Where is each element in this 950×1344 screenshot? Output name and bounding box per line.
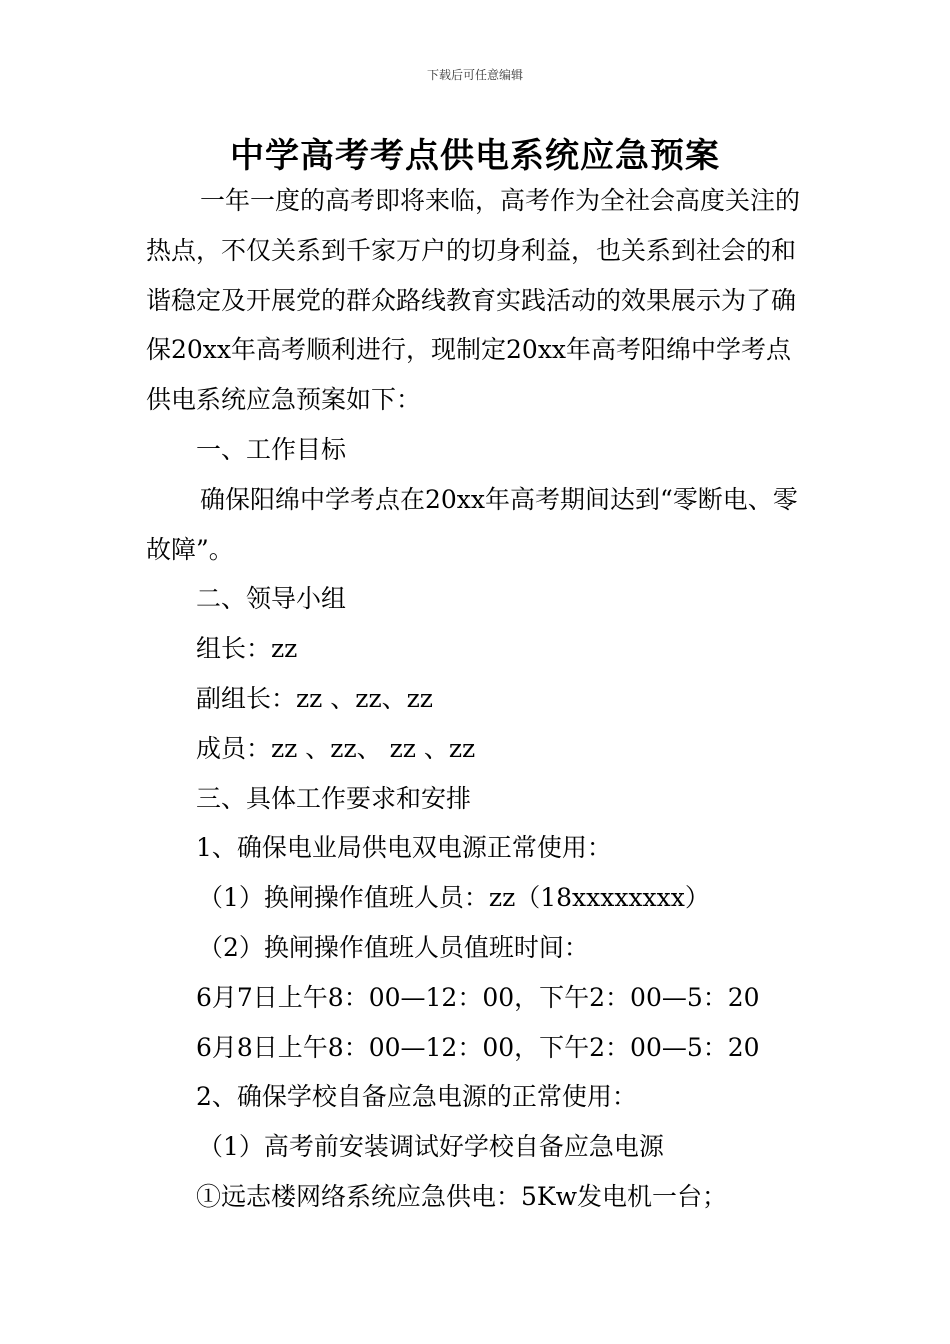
item-1-sub-1-line: （1）换闸操作值班人员：zz（18xxxxxxxx） (198, 883, 710, 913)
section-heading-arrangements: 三、具体工作要求和安排 (196, 783, 472, 813)
intro-paragraph: 一年一度的高考即将来临，高考作为全社会高度关注的热点，不仅关系到千家万户的切身利益，也关系到社会的和谐稳定及开展党的群众路线教育实践活动的效果展示为了确保20xx年高考顺利进行，现制定20xx年高考阳绵中学考点供电系统应急预案如下： (146, 186, 801, 415)
item-2-sub-1-a-line: ①远志楼网络系统应急供电：5Kw发电机一台； (196, 1181, 727, 1211)
leader-line: 组长：zz (196, 634, 298, 664)
schedule-june-7-line: 6月7日上午8：00—12：00，下午2：00—5：20 (196, 982, 760, 1012)
item-1-sub-2-line: （2）换闸操作值班人员值班时间： (198, 932, 589, 962)
document-body (146, 176, 811, 1222)
document-title: 中学高考考点供电系统应急预案 (230, 136, 720, 176)
schedule-june-8-line: 6月8日上午8：00—12：00，下午2：00—5：20 (196, 1032, 760, 1062)
item-1-line: 1、确保电业局供电双电源正常使用： (196, 833, 612, 863)
item-2-sub-1-line: （1）高考前安装调试好学校自备应急电源 (198, 1132, 664, 1162)
header-note: 下载后可任意编辑 (426, 68, 523, 82)
section-heading-goal: 一、工作目标 (196, 434, 347, 464)
members-line: 成员：zz 、zz、 zz 、zz (196, 733, 476, 763)
section-heading-leadership: 二、领导小组 (196, 584, 347, 614)
goal-paragraph: 确保阳绵中学考点在20xx年高考期间达到“零断电、零故障”。 (146, 484, 798, 564)
deputy-leader-line: 副组长：zz 、zz、zz (196, 683, 433, 713)
item-2-line: 2、确保学校自备应急电源的正常使用： (196, 1082, 637, 1112)
